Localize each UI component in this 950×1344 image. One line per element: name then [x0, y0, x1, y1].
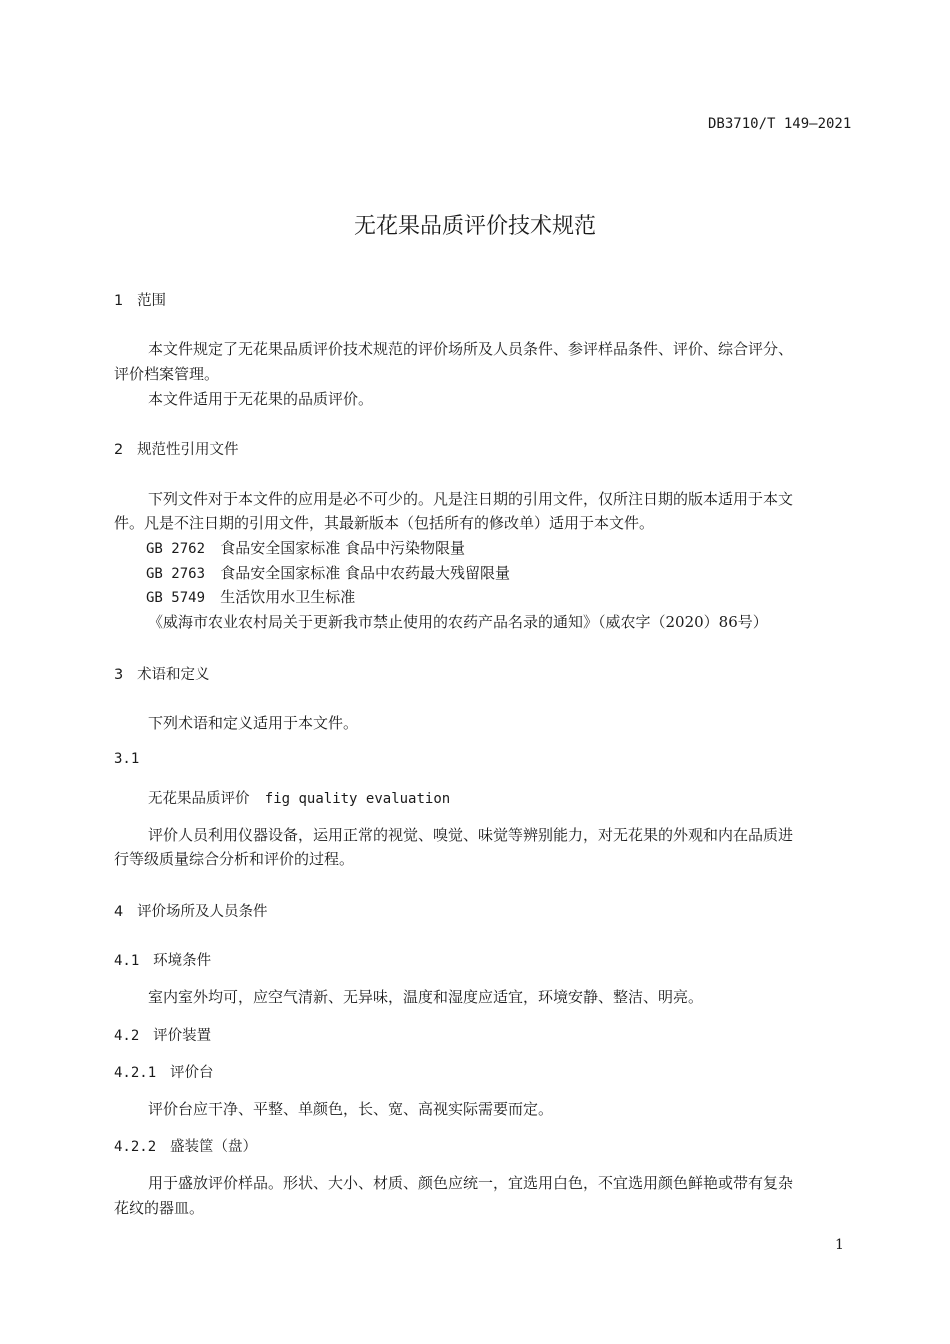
section-number: 3: [114, 667, 124, 683]
reference-notice: 《威海市农业农村局关于更新我市禁止使用的农药产品名录的通知》（威农字（2020）86号）: [148, 613, 768, 631]
paragraph-line: 件。凡是不注日期的引用文件，其最新版本（包括所有的修改单）适用于本文件。: [114, 514, 655, 532]
clause-number: 4.1: [114, 953, 140, 969]
section-title: 术语和定义: [137, 667, 210, 683]
section-title: 规范性引用文件: [137, 442, 239, 458]
reference-item: [146, 537, 465, 558]
term-english: fig quality evaluation: [264, 791, 451, 807]
page-number: 1: [835, 1237, 844, 1253]
paragraph-line: 评价档案管理。: [114, 365, 220, 383]
reference-code: GB 2762: [146, 541, 206, 557]
clause-title: 评价装置: [153, 1028, 212, 1044]
subsection-4-2-heading: [114, 1024, 211, 1045]
document-code: DB3710/T 149—2021: [708, 116, 852, 132]
paragraph-line: 评价台应干净、平整、单颜色，长、宽、高视实际需要而定。: [148, 1100, 554, 1118]
reference-code: GB 2763: [146, 566, 206, 582]
section-1-heading: [114, 289, 166, 310]
subsection-4-2-1-heading: [114, 1061, 213, 1082]
paragraph-line: 下列术语和定义适用于本文件。: [148, 714, 359, 732]
term-entry: [148, 787, 450, 808]
reference-name: 食品安全国家标准 食品中污染物限量: [220, 539, 466, 557]
paragraph-line: 评价人员利用仪器设备，运用正常的视觉、嗅觉、味觉等辨别能力，对无花果的外观和内在品质进: [148, 826, 794, 844]
paragraph-line: 用于盛放评价样品。形状、大小、材质、颜色应统一，宜选用白色，不宜选用颜色鲜艳或带有复杂: [148, 1174, 794, 1192]
clause-title: 环境条件: [153, 953, 212, 969]
reference-item: [146, 586, 355, 607]
section-3-heading: [114, 663, 210, 684]
section-number: 2: [114, 442, 124, 458]
clause-title: 盛装筐（盘）: [169, 1139, 257, 1155]
clause-number: 4.2: [114, 1028, 140, 1044]
section-title: 范围: [137, 293, 167, 309]
paragraph-line: 花纹的器皿。: [114, 1199, 205, 1217]
paragraph-line: 本文件规定了无花果品质评价技术规范的评价场所及人员条件、参评样品条件、评价、综合评分、: [148, 340, 794, 358]
clause-number: 4.2.2: [114, 1139, 157, 1155]
section-title: 评价场所及人员条件: [137, 904, 268, 920]
section-2-heading: [114, 438, 239, 459]
document-title: 无花果品质评价技术规范: [353, 214, 596, 239]
reference-name: 生活饮用水卫生标准: [220, 588, 356, 606]
term-chinese: 无花果品质评价: [148, 791, 250, 807]
reference-code: GB 5749: [146, 590, 206, 606]
paragraph-line: 下列文件对于本文件的应用是必不可少的。凡是注日期的引用文件，仅所注日期的版本适用于本文: [148, 490, 794, 508]
section-number: 1: [114, 293, 124, 309]
clause-number: 4.2.1: [114, 1065, 157, 1081]
section-number: 4: [114, 904, 124, 920]
paragraph-line: 行等级质量综合分析和评价的过程。: [114, 850, 355, 868]
subsection-4-1-heading: [114, 949, 211, 970]
clause-title: 评价台: [169, 1065, 214, 1081]
section-4-heading: [114, 900, 268, 921]
paragraph-line: 室内室外均可，应空气清新、无异味，温度和湿度应适宜，环境安静、整洁、明亮。: [148, 988, 704, 1006]
reference-name: 食品安全国家标准 食品中农药最大残留限量: [220, 564, 511, 582]
clause-number: 3.1: [114, 751, 140, 767]
reference-item: [146, 562, 510, 583]
subsection-4-2-2-heading: [114, 1135, 257, 1156]
paragraph-line: 本文件适用于无花果的品质评价。: [148, 390, 374, 408]
